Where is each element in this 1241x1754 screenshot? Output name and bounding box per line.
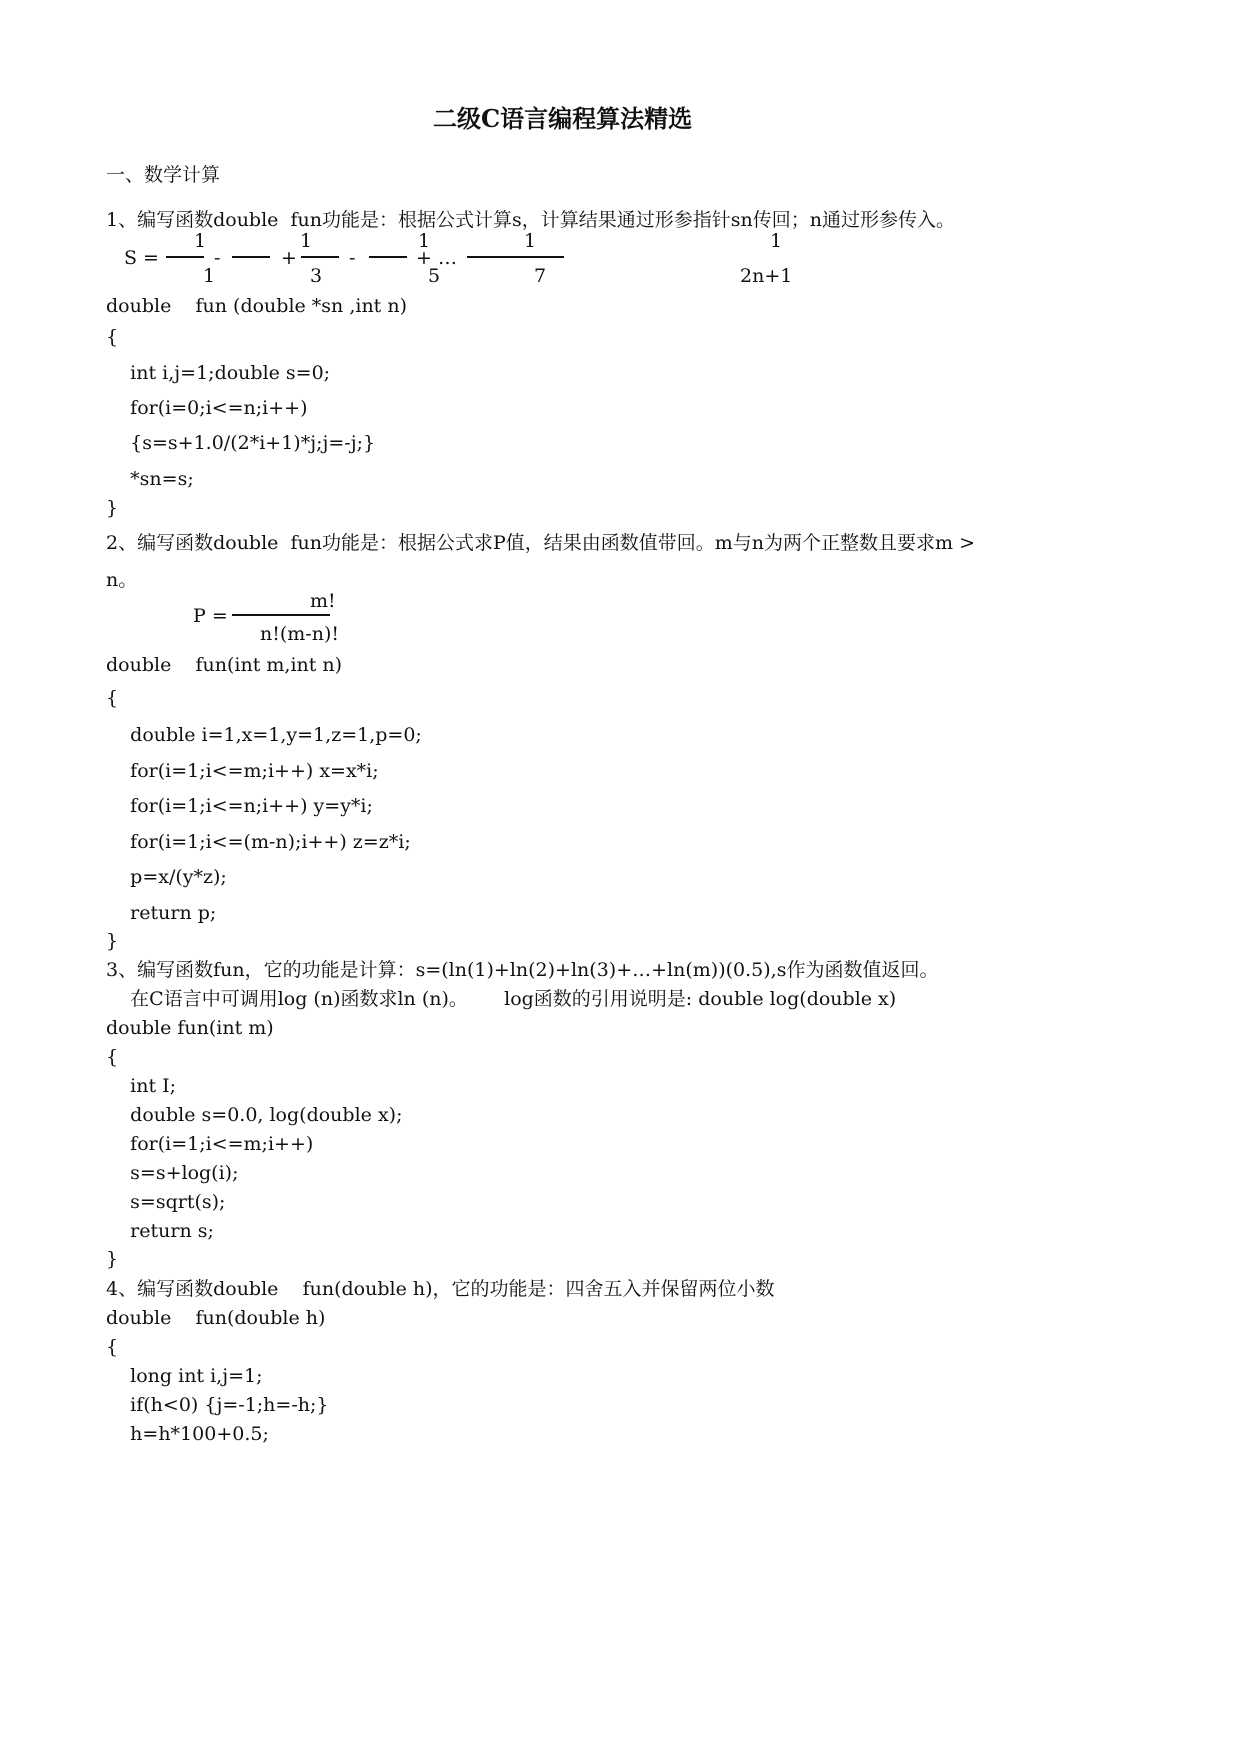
code-line: p=x/(y*z); <box>106 866 227 888</box>
code-line: { <box>106 1336 119 1358</box>
fraction-numerator: 1 <box>770 230 783 252</box>
code-line: int i,j=1;double s=0; <box>106 362 331 384</box>
code-line: h=h*100+0.5; <box>106 1423 269 1445</box>
fraction-denominator: 5 <box>428 265 441 287</box>
problem-3-heading-cont: 在C语言中可调用log (n)函数求ln (n)。 log函数的引用说明是: double log(double x) <box>106 988 897 1010</box>
fraction-bar <box>301 256 339 258</box>
fraction-numerator: 1 <box>524 230 537 252</box>
code-line: } <box>106 930 119 952</box>
fraction-numerator: 1 <box>418 230 431 252</box>
section-heading: 一、数学计算 <box>106 164 221 186</box>
formula-operator: + <box>281 247 297 269</box>
code-line: double fun(int m) <box>106 1017 274 1039</box>
code-line: return s; <box>106 1220 214 1242</box>
page-title: 二级C语言编程算法精选 <box>433 104 693 133</box>
problem-2-heading-cont: n。 <box>106 569 138 591</box>
code-line: double fun(int m,int n) <box>106 654 343 676</box>
fraction-bar <box>166 256 204 258</box>
code-line: { <box>106 687 119 709</box>
code-line: int I; <box>106 1075 177 1097</box>
problem-3-heading: 3、编写函数fun，它的功能是计算：s=(ln(1)+ln(2)+ln(3)+…+ln(m))(0.5),s作为函数值返回。 <box>106 959 939 981</box>
code-line: } <box>106 497 119 519</box>
fraction-denominator: n!(m-n)! <box>260 623 340 645</box>
code-line: { <box>106 1046 119 1068</box>
code-line: for(i=0;i<=n;i++) <box>106 397 308 419</box>
problem-1-heading: 1、编写函数double fun功能是：根据公式计算s，计算结果通过形参指针sn传回；n通过形参传入。 <box>106 209 955 231</box>
code-line: s=sqrt(s); <box>106 1191 226 1213</box>
fraction-numerator: 1 <box>194 230 207 252</box>
code-line: double fun(double h) <box>106 1307 326 1329</box>
fraction-bar <box>467 256 564 258</box>
code-line: for(i=1;i<=m;i++) <box>106 1133 314 1155</box>
problem-4-heading: 4、编写函数double fun(double h)，它的功能是：四舍五入并保留两位小数 <box>106 1278 775 1300</box>
fraction-bar <box>232 256 270 258</box>
code-line: s=s+log(i); <box>106 1162 239 1184</box>
fraction-denominator: 3 <box>310 265 323 287</box>
fraction-bar <box>369 256 407 258</box>
code-line: long int i,j=1; <box>106 1365 263 1387</box>
code-line: for(i=1;i<=m;i++) x=x*i; <box>106 760 379 782</box>
fraction-denominator: 7 <box>534 265 547 287</box>
problem-2-heading: 2、编写函数double fun功能是：根据公式求P值，结果由函数值带回。m与n为两个正整数且要求m > <box>106 532 976 554</box>
formula-operator: - <box>214 247 221 269</box>
code-line: double fun (double *sn ,int n) <box>106 295 408 317</box>
code-line: double s=0.0, log(double x); <box>106 1104 403 1126</box>
code-line: *sn=s; <box>106 468 194 490</box>
fraction-numerator: m! <box>310 590 336 612</box>
fraction-bar <box>232 614 330 616</box>
formula-1-lhs: S = <box>124 247 159 269</box>
code-line: for(i=1;i<=n;i++) y=y*i; <box>106 795 373 817</box>
fraction-denominator: 1 <box>203 265 216 287</box>
fraction-denominator: 2n+1 <box>740 265 793 287</box>
code-line: } <box>106 1248 119 1270</box>
code-line: {s=s+1.0/(2*i+1)*j;j=-j;} <box>106 432 376 454</box>
formula-2-lhs: P = <box>193 605 228 627</box>
code-line: for(i=1;i<=(m-n);i++) z=z*i; <box>106 831 411 853</box>
formula-operator: + … <box>416 247 457 269</box>
code-line: if(h<0) {j=-1;h=-h;} <box>106 1394 329 1416</box>
code-line: return p; <box>106 902 217 924</box>
formula-operator: - <box>349 247 356 269</box>
code-line: double i=1,x=1,y=1,z=1,p=0; <box>106 724 422 746</box>
fraction-numerator: 1 <box>300 230 313 252</box>
code-line: { <box>106 326 119 348</box>
